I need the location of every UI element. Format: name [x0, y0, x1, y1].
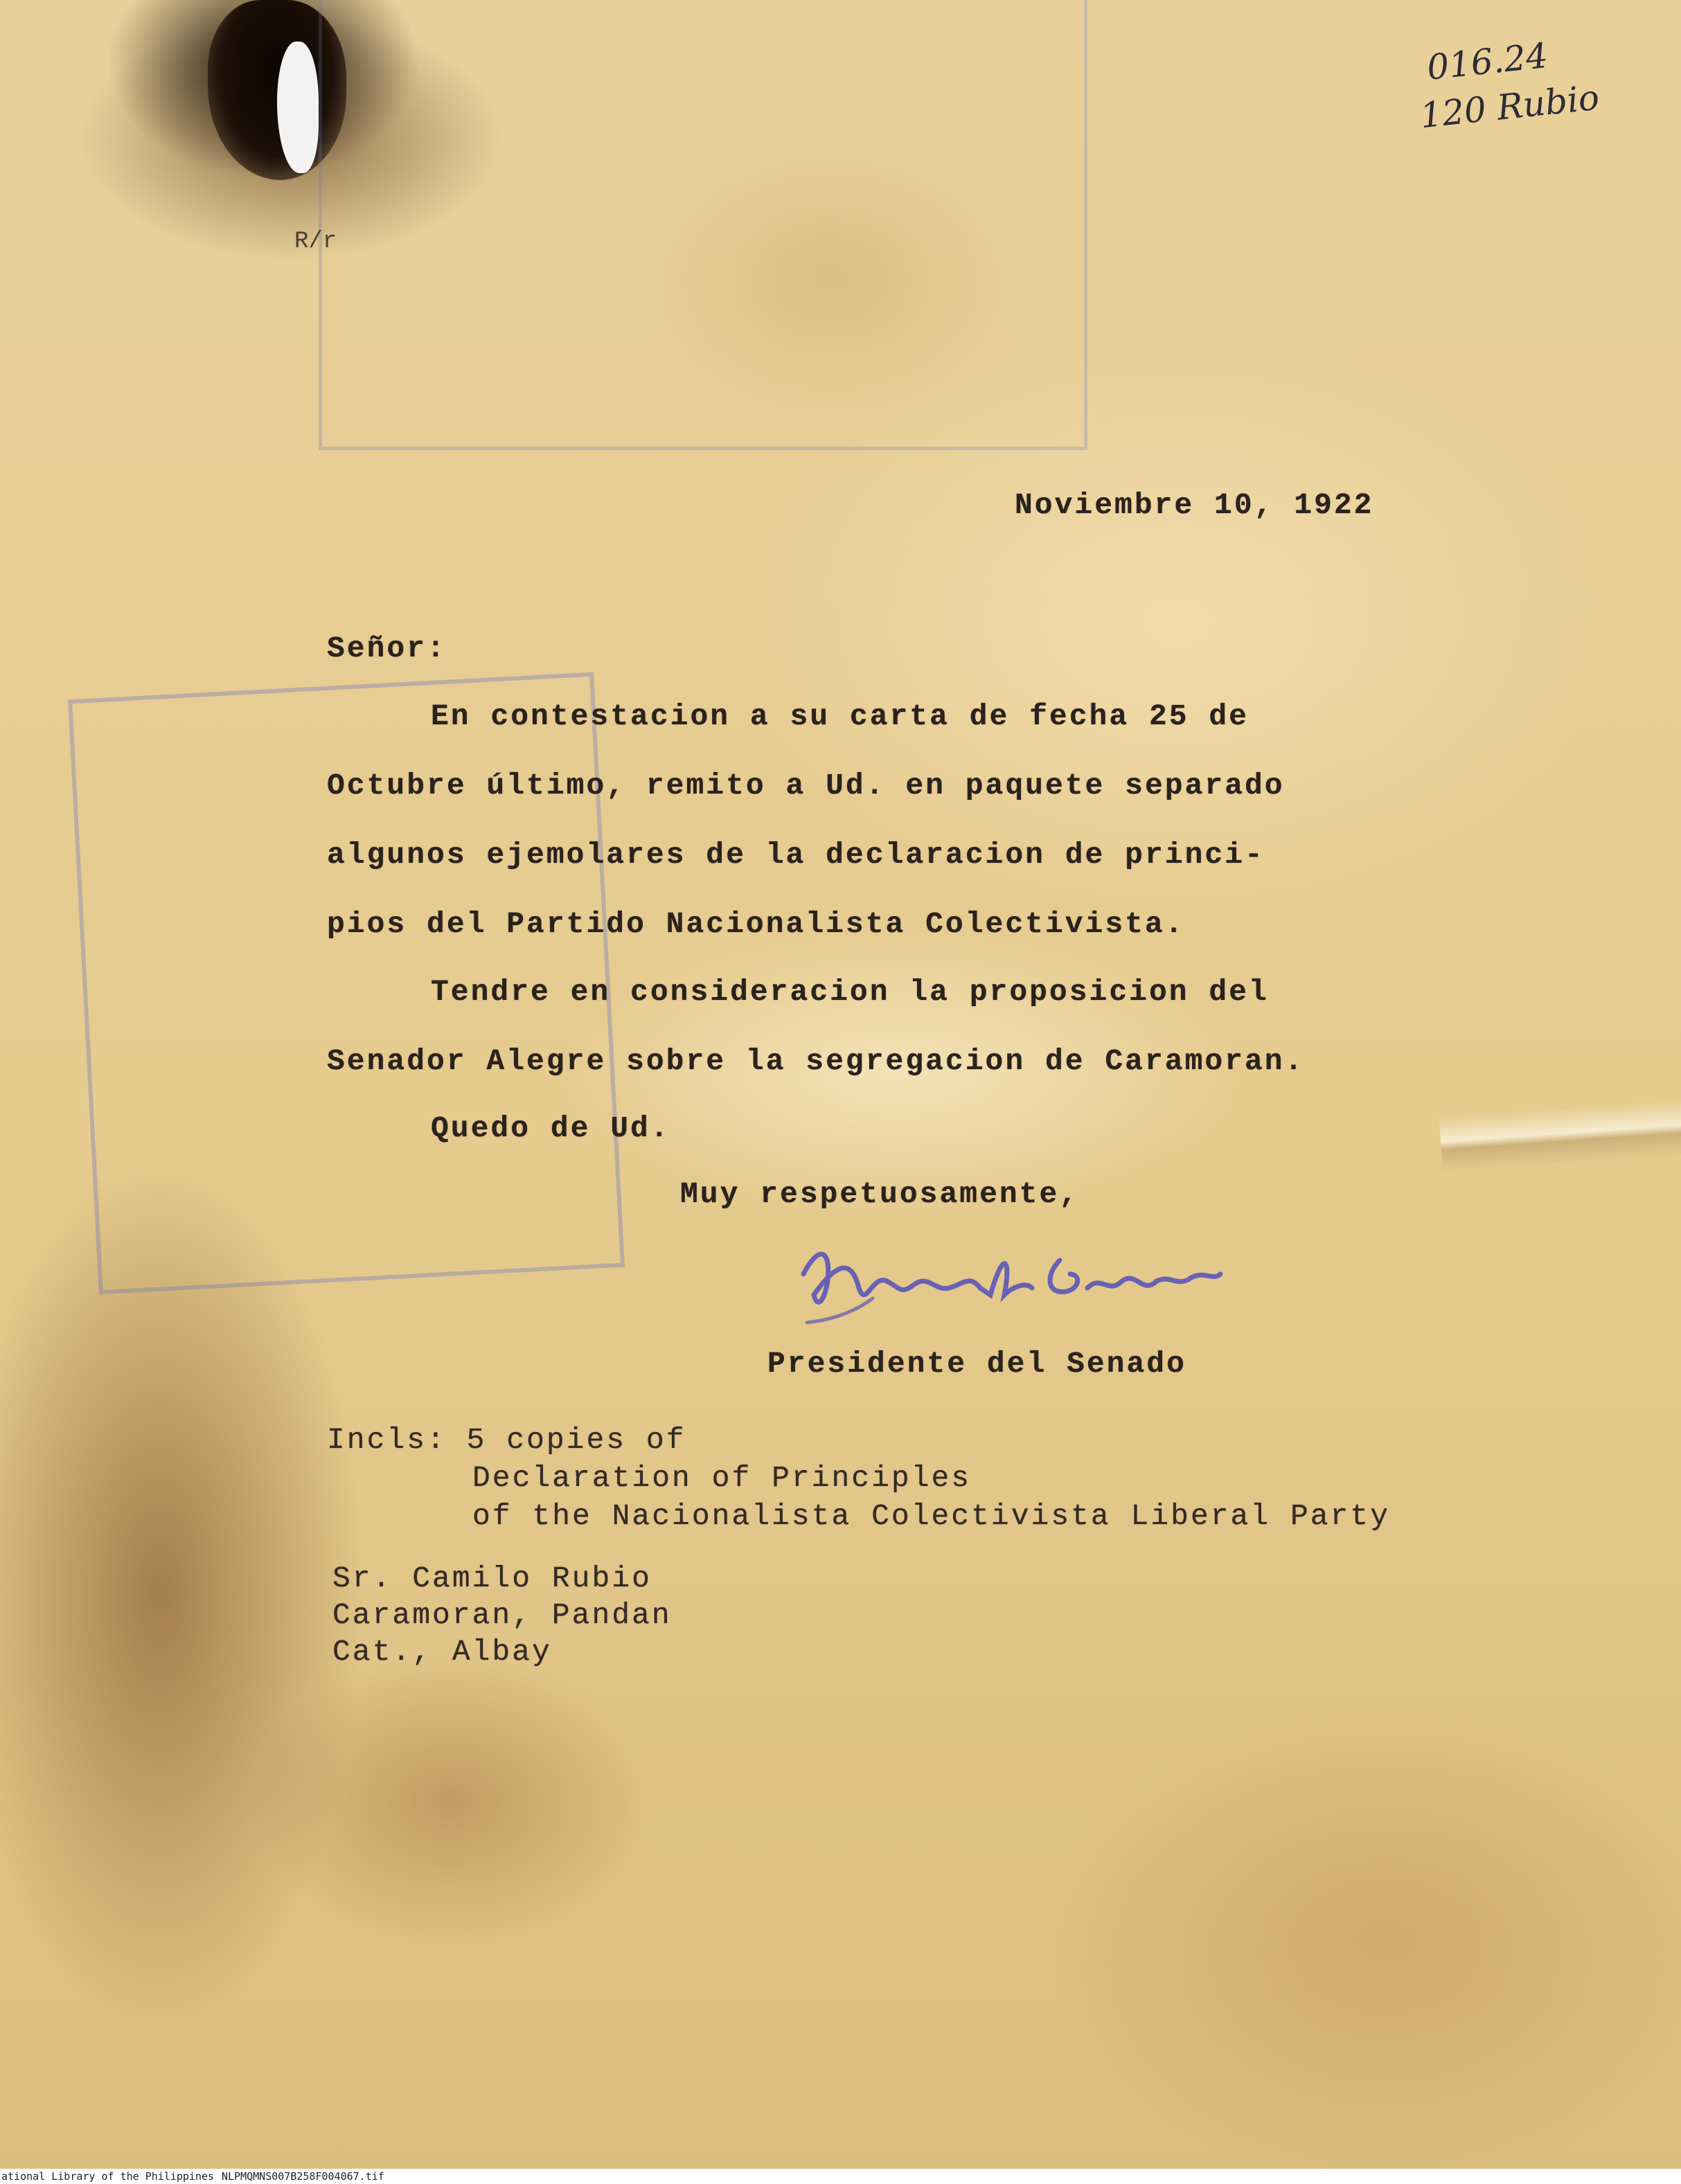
signatory-title: Presidente del Senado [767, 1347, 1186, 1381]
inclosures-line-2: Declaration of Principles [472, 1461, 972, 1495]
handwritten-note-line-2: 120 Rubio [1418, 77, 1601, 136]
body-line-6: Senador Alegre sobre la segregacion de Caramoran. [327, 1044, 1305, 1078]
recipient-address-1: Caramoran, Pandan [332, 1598, 672, 1632]
paper-crease [1439, 1100, 1681, 1172]
body-line-1: En contestacion a su carta de fecha 25 de [431, 699, 1249, 733]
body-line-5: Tendre en consideracion la proposicion del [431, 975, 1269, 1009]
faded-stamp-outline [319, 0, 1087, 450]
recipient-name: Sr. Camilo Rubio [332, 1561, 652, 1595]
footer-filename: NLPMQMNS007B258F004067.tif [222, 2170, 384, 2183]
handwritten-note-line-1: 016.24 [1425, 35, 1550, 88]
closing-quedo: Quedo de Ud. [431, 1111, 670, 1145]
body-line-4: pios del Partido Nacionalista Colectivista. [327, 907, 1185, 941]
signature [797, 1233, 1226, 1330]
letter-date: Noviembre 10, 1922 [1015, 488, 1374, 522]
closing-respectfully: Muy respetuosamente, [680, 1177, 1080, 1211]
body-line-3: algunos ejemolares de la declaracion de princi- [327, 838, 1265, 872]
inclosures-line-1: Incls: 5 copies of [327, 1423, 686, 1457]
inclosures-line-3: of the Nacionalista Colectivista Liberal Party [472, 1499, 1390, 1533]
reference-initials: R/r [294, 229, 337, 255]
footer-institution: ational Library of the Philippines [1, 2170, 215, 2183]
recipient-address-2: Cat., Albay [332, 1635, 552, 1669]
body-line-2: Octubre último, remito a Ud. en paquete separado [327, 769, 1285, 803]
salutation: Señor: [327, 632, 447, 665]
